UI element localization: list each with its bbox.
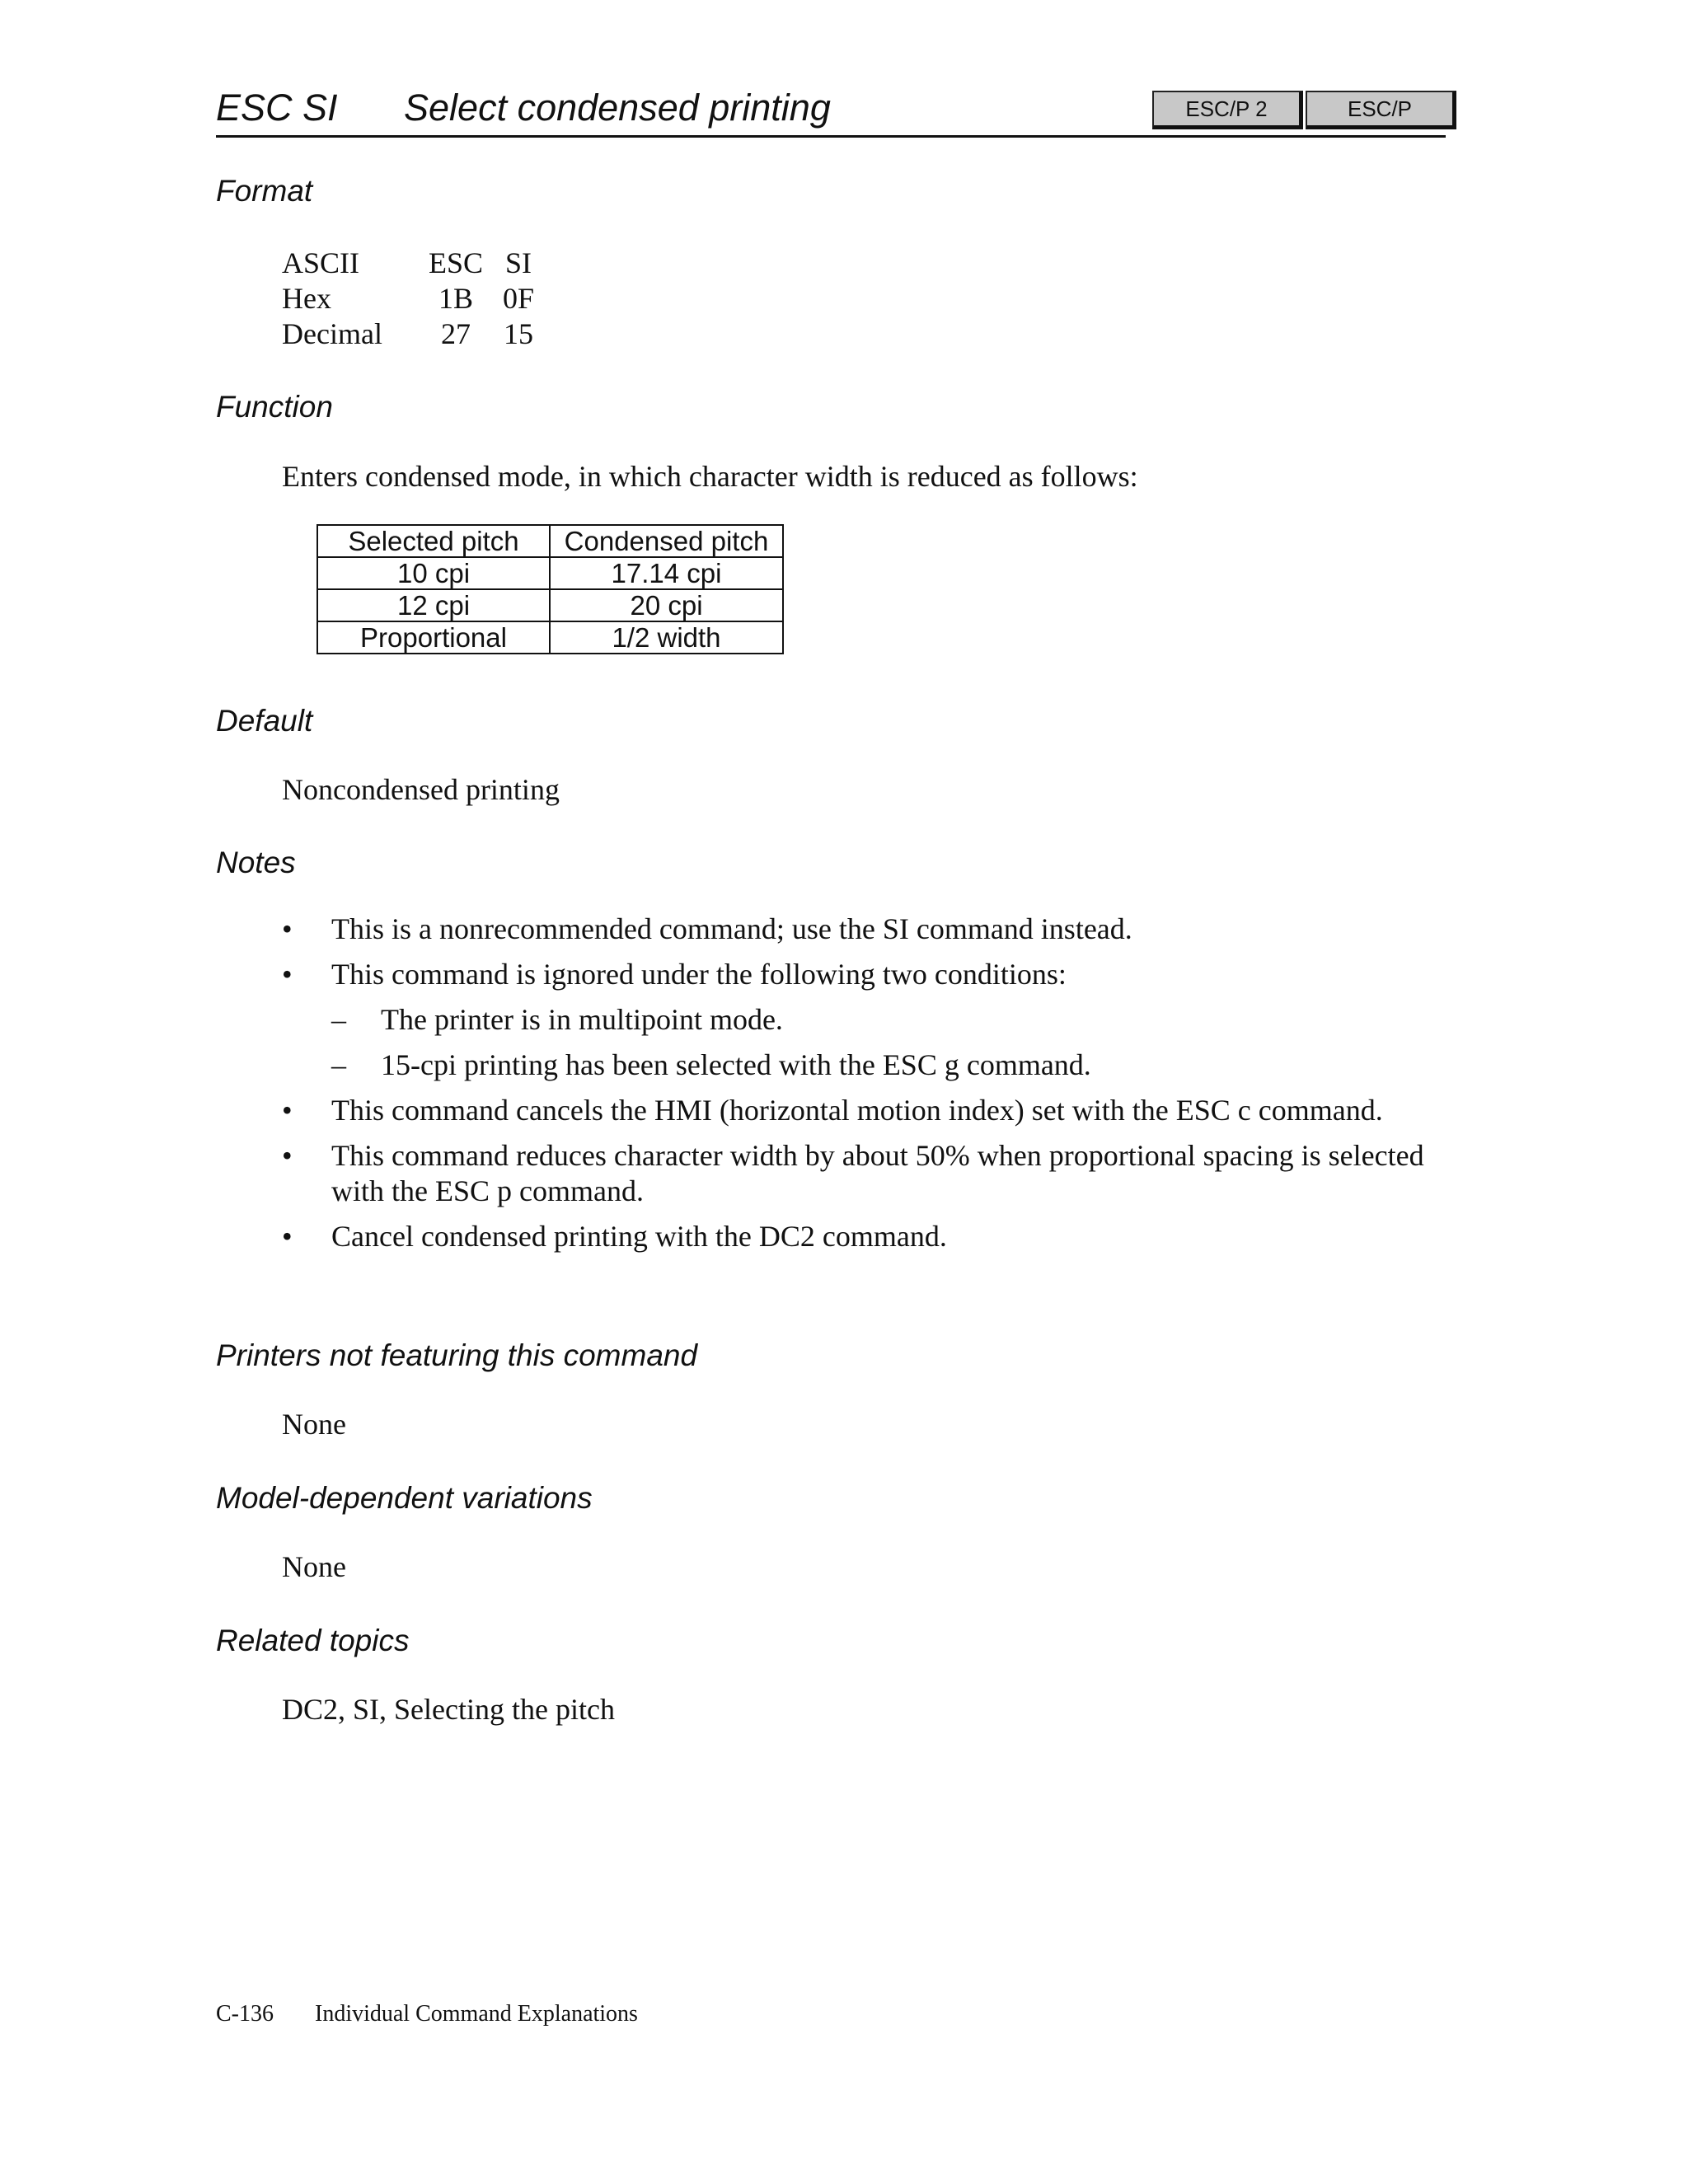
list-item bbox=[282, 1219, 1452, 1254]
table-row bbox=[317, 621, 783, 654]
format-value: 0F bbox=[502, 282, 535, 315]
sub-note-text: 15-cpi printing has been selected with the ESC g command. bbox=[381, 1048, 1091, 1081]
table-cell: Proportional bbox=[317, 621, 550, 654]
section-heading-format: Format bbox=[216, 174, 313, 208]
sub-list-item bbox=[282, 1047, 1452, 1083]
sub-note-text: The printer is in multipoint mode. bbox=[381, 1003, 783, 1036]
format-value: ESC bbox=[428, 246, 484, 279]
note-text: Cancel condensed printing with the DC2 command. bbox=[331, 1220, 947, 1253]
badge-esc-p: ESC/P bbox=[1306, 91, 1456, 129]
dash-icon: – bbox=[331, 1003, 346, 1036]
table-header: Selected pitch bbox=[317, 525, 550, 557]
sub-list-item bbox=[282, 1002, 1452, 1038]
page-number: C-136 bbox=[216, 2001, 274, 2027]
function-description: Enters condensed mode, in which character width is reduced as follows: bbox=[282, 460, 1138, 493]
section-heading-related: Related topics bbox=[216, 1624, 410, 1657]
table-cell: 12 cpi bbox=[317, 589, 550, 621]
command-name: ESC SI bbox=[216, 87, 338, 129]
list-item bbox=[282, 912, 1452, 947]
notes-list bbox=[282, 912, 1452, 1264]
bullet-icon: • bbox=[282, 1139, 293, 1172]
table-row bbox=[317, 589, 783, 621]
pitch-table bbox=[316, 524, 784, 654]
note-text: This is a nonrecommended command; use the SI command instead. bbox=[331, 912, 1132, 945]
table-row bbox=[317, 557, 783, 589]
format-value: 27 bbox=[441, 317, 471, 350]
badge-esc-p2: ESC/P 2 bbox=[1152, 91, 1303, 129]
section-heading-model-variations: Model-dependent variations bbox=[216, 1481, 593, 1515]
table-cell: 10 cpi bbox=[317, 557, 550, 589]
note-text: This command is ignored under the following two conditions: bbox=[331, 958, 1067, 991]
related-topics-value: DC2, SI, Selecting the pitch bbox=[282, 1693, 615, 1726]
table-header-row bbox=[317, 525, 783, 557]
dash-icon: – bbox=[331, 1048, 346, 1081]
list-item bbox=[282, 957, 1452, 992]
section-heading-printers: Printers not featuring this command bbox=[216, 1338, 698, 1372]
table-cell: 17.14 cpi bbox=[550, 557, 783, 589]
bullet-icon: • bbox=[282, 958, 293, 991]
printers-value: None bbox=[282, 1408, 346, 1441]
bullet-icon: • bbox=[282, 912, 293, 945]
list-item bbox=[282, 1093, 1452, 1128]
section-heading-default: Default bbox=[216, 704, 313, 738]
section-heading-function: Function bbox=[216, 390, 333, 424]
format-label: Decimal bbox=[282, 317, 382, 350]
format-label: ASCII bbox=[282, 246, 360, 279]
format-value: 15 bbox=[504, 317, 533, 350]
default-value: Noncondensed printing bbox=[282, 773, 560, 806]
format-label: Hex bbox=[282, 282, 331, 315]
page-title: Select condensed printing bbox=[404, 87, 831, 129]
model-variations-value: None bbox=[282, 1550, 346, 1583]
footer-title: Individual Command Explanations bbox=[315, 2001, 638, 2027]
bullet-icon: • bbox=[282, 1094, 293, 1127]
note-text: This command reduces character width by about 50% when proportional spacing is selected with the ESC p command. bbox=[331, 1139, 1424, 1207]
format-value: SI bbox=[504, 246, 532, 279]
table-cell: 1/2 width bbox=[550, 621, 783, 654]
list-item bbox=[282, 1138, 1452, 1209]
format-value: 1B bbox=[438, 282, 473, 315]
table-header: Condensed pitch bbox=[550, 525, 783, 557]
section-heading-notes: Notes bbox=[216, 846, 296, 879]
page-header bbox=[216, 82, 1446, 138]
note-text: This command cancels the HMI (horizontal motion index) set with the ESC c command. bbox=[331, 1094, 1383, 1127]
table-cell: 20 cpi bbox=[550, 589, 783, 621]
bullet-icon: • bbox=[282, 1220, 293, 1253]
